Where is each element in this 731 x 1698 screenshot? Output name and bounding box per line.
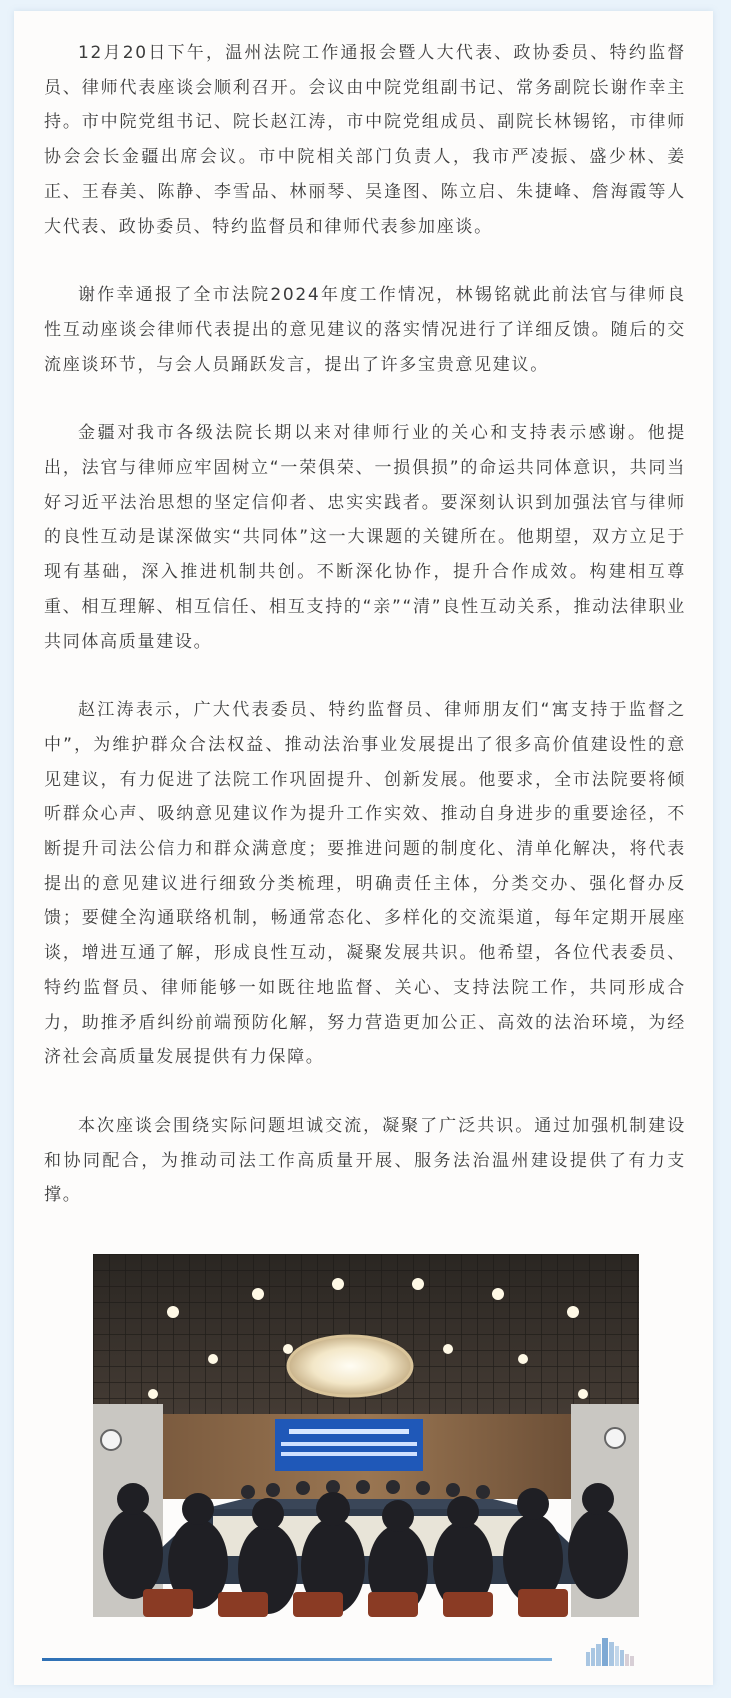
skyline-icon xyxy=(586,1636,636,1666)
article-paragraph: 谢作幸通报了全市法院2024年度工作情况，林锡铭就此前法官与律师良性互动座谈会律师代表提出的意见建议的落实情况进行了详细反馈。随后的交流座谈环节，与会人员踊跃发言，提出了许多宝贵意见建议。 xyxy=(44,285,686,375)
article-paragraph: 金疆对我市各级法院长期以来对律师行业的关心和支持表示感谢。他提出，法官与律师应牢固树立“一荣俱荣、一损俱损”的命运共同体意识，共同当好习近平法治思想的坚定信仰者、忠实实践者。要深刻认识到加强法官与律师的良性互动是谋深做实“共同体”这一大课题的关键所在。他期望，双方立足于现有基础，深入推进机制共创。不断深化协作，提升合作成效。构建相互尊重、相互理解、相互信任、相互支持的“亲”“清”良性互动关系，推动法律职业共同体高质量建设。 xyxy=(44,423,686,652)
article-body xyxy=(44,36,686,1247)
article-paragraph: 12月20日下午，温州法院工作通报会暨人大代表、政协委员、特约监督员、律师代表座谈会顺利召开。会议由中院党组副书记、常务副院长谢作幸主持。市中院党组书记、院长赵江涛，市中院党组成员、副院长林锡铭，市律师协会会长金疆出席会议。市中院相关部门负责人，我市严凌振、盛少林、姜正、王春美、陈静、李雪品、林丽琴、吴逢图、陈立启、朱捷峰、詹海霞等人大代表、政协委员、特约监督员和律师代表参加座谈。 xyxy=(44,43,686,237)
article-card xyxy=(14,11,713,1685)
article-paragraph: 赵江涛表示，广大代表委员、特约监督员、律师朋友们“寓支持于监督之中”，为维护群众合法权益、推动法治事业发展提出了很多高价值建设性的意见建议，有力促进了法院工作巩固提升、创新发展。他要求，全市法院要将倾听群众心声、吸纳意见建议作为提升工作实效、推动自身进步的重要途径，不断提升司法公信力和群众满意度；要推进问题的制度化、清单化解决，将代表提出的意见建议进行细致分类梳理，明确责任主体，分类交办、强化督办反馈；要健全沟通联络机制，畅通常态化、多样化的交流渠道，每年定期开展座谈，增进互通了解，形成良性互动，凝聚发展共识。他希望，各位代表委员、特约监督员、律师能够一如既往地监督、关心、支持法院工作，共同形成合力，助推矛盾纠纷前端预防化解，努力营造更加公正、高效的法治环境，为经济社会高质量发展提供有力保障。 xyxy=(44,700,686,1068)
footer-divider xyxy=(42,1658,552,1661)
article-paragraph: 本次座谈会围绕实际问题坦诚交流，凝聚了广泛共识。通过加强机制建设和协同配合，为推动司法工作高质量开展、服务法治温州建设提供了有力支撑。 xyxy=(44,1115,686,1206)
meeting-photo xyxy=(93,1254,639,1617)
